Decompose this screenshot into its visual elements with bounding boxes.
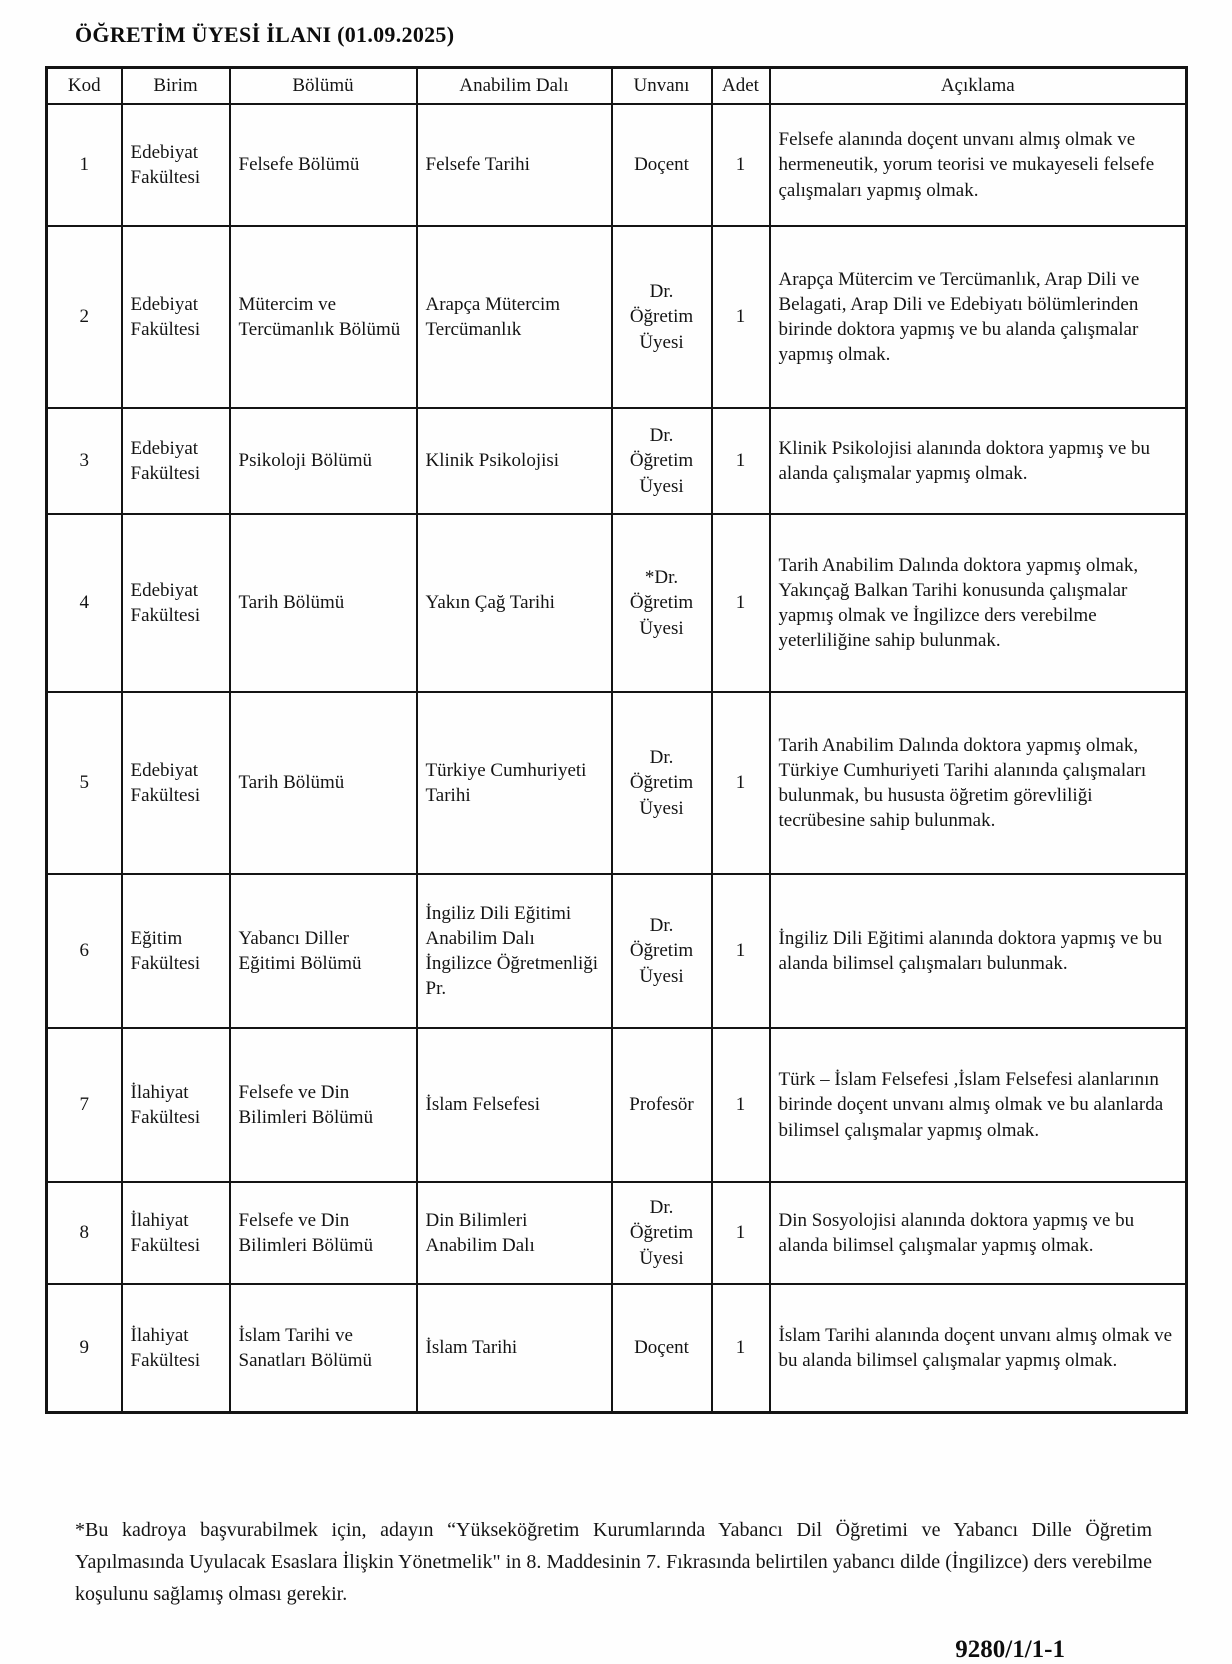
cell-anabilim-dali: İngiliz Dili Eğitimi Anabilim Dalı İngilizce Öğretmenliği Pr. xyxy=(417,874,612,1028)
cell-adet: 1 xyxy=(712,408,770,514)
table-header-row xyxy=(47,68,1187,105)
cell-unvani: Dr. Öğretim Üyesi xyxy=(612,1182,712,1284)
table-row xyxy=(47,874,1187,1028)
cell-kod: 2 xyxy=(47,226,122,408)
cell-adet: 1 xyxy=(712,692,770,874)
cell-birim: Eğitim Fakültesi xyxy=(122,874,230,1028)
cell-anabilim-dali: İslam Felsefesi xyxy=(417,1028,612,1182)
cell-aciklama: Klinik Psikolojisi alanında doktora yapmış ve bu alanda çalışmalar yapmış olmak. xyxy=(770,408,1187,514)
cell-unvani: Dr. Öğretim Üyesi xyxy=(612,408,712,514)
cell-anabilim-dali: Felsefe Tarihi xyxy=(417,104,612,226)
col-header-unvani: Unvanı xyxy=(612,68,712,105)
table-row xyxy=(47,408,1187,514)
cell-birim: Edebiyat Fakültesi xyxy=(122,514,230,692)
cell-kod: 1 xyxy=(47,104,122,226)
col-header-adet: Adet xyxy=(712,68,770,105)
cell-birim: İlahiyat Fakültesi xyxy=(122,1284,230,1413)
cell-aciklama: Arapça Mütercim ve Tercümanlık, Arap Dili ve Belagati, Arap Dili ve Edebiyatı bölümlerinden birinde doktora yapmış ve bu alanda çalışmalar yapmış olmak. xyxy=(770,226,1187,408)
cell-anabilim-dali: Türkiye Cumhuriyeti Tarihi xyxy=(417,692,612,874)
cell-unvani: Doçent xyxy=(612,1284,712,1413)
col-header-bolumu: Bölümü xyxy=(230,68,417,105)
cell-unvani: Doçent xyxy=(612,104,712,226)
table-row xyxy=(47,692,1187,874)
cell-bolumu: Mütercim ve Tercümanlık Bölümü xyxy=(230,226,417,408)
table-row xyxy=(47,514,1187,692)
cell-adet: 1 xyxy=(712,1182,770,1284)
cell-unvani: Dr. Öğretim Üyesi xyxy=(612,692,712,874)
cell-unvani: Dr. Öğretim Üyesi xyxy=(612,226,712,408)
cell-birim: İlahiyat Fakültesi xyxy=(122,1182,230,1284)
cell-birim: Edebiyat Fakültesi xyxy=(122,692,230,874)
cell-adet: 1 xyxy=(712,104,770,226)
cell-kod: 7 xyxy=(47,1028,122,1182)
cell-bolumu: Tarih Bölümü xyxy=(230,692,417,874)
table-row xyxy=(47,1028,1187,1182)
cell-kod: 5 xyxy=(47,692,122,874)
cell-aciklama: Tarih Anabilim Dalında doktora yapmış olmak, Türkiye Cumhuriyeti Tarihi alanında çalışmaları bulunmak, bu hususta öğretim görevliliği tecrübesine sahip bulunmak. xyxy=(770,692,1187,874)
cell-anabilim-dali: Din Bilimleri Anabilim Dalı xyxy=(417,1182,612,1284)
table-row xyxy=(47,1284,1187,1413)
cell-bolumu: İslam Tarihi ve Sanatları Bölümü xyxy=(230,1284,417,1413)
cell-aciklama: İngiliz Dili Eğitimi alanında doktora yapmış ve bu alanda bilimsel çalışmaları bulunmak. xyxy=(770,874,1187,1028)
page-title: ÖĞRETİM ÜYESİ İLANI (01.09.2025) xyxy=(75,22,455,47)
cell-adet: 1 xyxy=(712,514,770,692)
cell-kod: 8 xyxy=(47,1182,122,1284)
cell-bolumu: Tarih Bölümü xyxy=(230,514,417,692)
cell-anabilim-dali: Yakın Çağ Tarihi xyxy=(417,514,612,692)
cell-kod: 3 xyxy=(47,408,122,514)
cell-unvani: *Dr. Öğretim Üyesi xyxy=(612,514,712,692)
cell-aciklama: İslam Tarihi alanında doçent unvanı almış olmak ve bu alanda bilimsel çalışmalar yapmış olmak. xyxy=(770,1284,1187,1413)
document-number: 9280/1/1-1 xyxy=(955,1636,1065,1663)
cell-aciklama: Türk – İslam Felsefesi ,İslam Felsefesi alanlarının birinde doçent unvanı almış olmak ve bu alanlarda bilimsel çalışmalar yapmış olmak. xyxy=(770,1028,1187,1182)
cell-kod: 4 xyxy=(47,514,122,692)
cell-kod: 9 xyxy=(47,1284,122,1413)
cell-anabilim-dali: Klinik Psikolojisi xyxy=(417,408,612,514)
cell-anabilim-dali: Arapça Mütercim Tercümanlık xyxy=(417,226,612,408)
table-row xyxy=(47,104,1187,226)
col-header-anabilim-dali: Anabilim Dalı xyxy=(417,68,612,105)
cell-adet: 1 xyxy=(712,874,770,1028)
col-header-kod: Kod xyxy=(47,68,122,105)
cell-aciklama: Felsefe alanında doçent unvanı almış olmak ve hermeneutik, yorum teorisi ve mukayeseli felsefe çalışmaları yapmış olmak. xyxy=(770,104,1187,226)
cell-bolumu: Felsefe ve Din Bilimleri Bölümü xyxy=(230,1182,417,1284)
cell-aciklama: Din Sosyolojisi alanında doktora yapmış ve bu alanda bilimsel çalışmalar yapmış olmak. xyxy=(770,1182,1187,1284)
cell-birim: İlahiyat Fakültesi xyxy=(122,1028,230,1182)
cell-adet: 1 xyxy=(712,226,770,408)
col-header-birim: Birim xyxy=(122,68,230,105)
cell-unvani: Profesör xyxy=(612,1028,712,1182)
cell-bolumu: Yabancı Diller Eğitimi Bölümü xyxy=(230,874,417,1028)
table-row xyxy=(47,1182,1187,1284)
table-body xyxy=(47,104,1187,1413)
cell-birim: Edebiyat Fakültesi xyxy=(122,226,230,408)
cell-aciklama: Tarih Anabilim Dalında doktora yapmış olmak, Yakınçağ Balkan Tarihi konusunda çalışmalar yapmış olmak ve İngilizce ders verebilme yeterliliğine sahip bulunmak. xyxy=(770,514,1187,692)
cell-birim: Edebiyat Fakültesi xyxy=(122,104,230,226)
cell-bolumu: Felsefe Bölümü xyxy=(230,104,417,226)
footnote: *Bu kadroya başvurabilmek için, adayın “Yükseköğretim Kurumlarında Yabancı Dil Öğretimi ve Yabancı Dille Öğretim Yapılmasında Uyulacak Esaslara İlişkin Yönetmelik" in 8. Maddesinin 7. Fıkrasında belirtilen yabancı dilde (İngilizce) ders verebilme koşulunu sağlamış olması gerekir. xyxy=(75,1519,1152,1605)
cell-anabilim-dali: İslam Tarihi xyxy=(417,1284,612,1413)
cell-birim: Edebiyat Fakültesi xyxy=(122,408,230,514)
cell-bolumu: Psikoloji Bölümü xyxy=(230,408,417,514)
cell-bolumu: Felsefe ve Din Bilimleri Bölümü xyxy=(230,1028,417,1182)
faculty-positions-table xyxy=(45,66,1188,1414)
cell-adet: 1 xyxy=(712,1284,770,1413)
table-row xyxy=(47,226,1187,408)
cell-adet: 1 xyxy=(712,1028,770,1182)
cell-unvani: Dr. Öğretim Üyesi xyxy=(612,874,712,1028)
cell-kod: 6 xyxy=(47,874,122,1028)
col-header-aciklama: Açıklama xyxy=(770,68,1187,105)
